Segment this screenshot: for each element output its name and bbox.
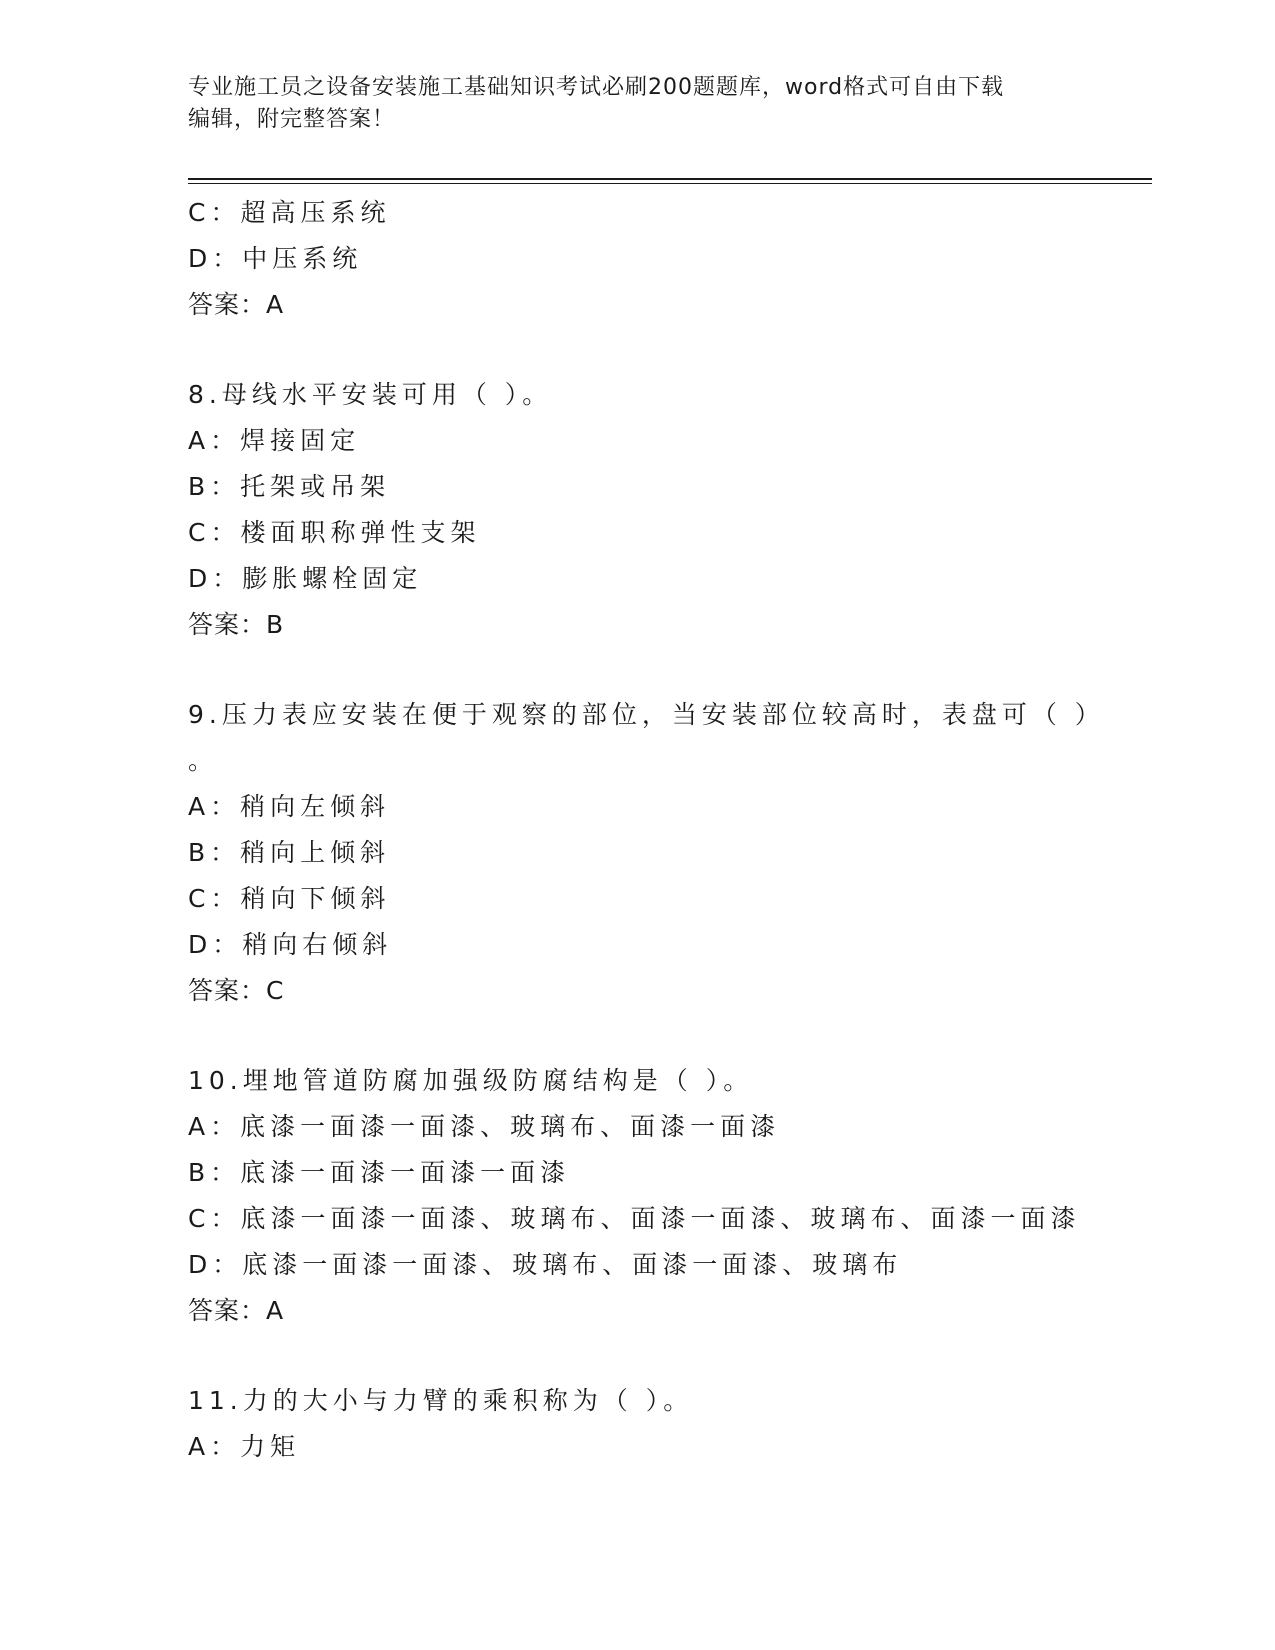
header-title-line1: 专业施工员之设备安装施工基础知识考试必刷200题题库，word格式可自由下载 — [188, 75, 1005, 100]
q10-option-b: B：底漆一面漆一面漆一面漆 — [188, 1158, 571, 1187]
question-7 — [188, 190, 1088, 328]
q10-option-d: D：底漆一面漆一面漆、玻璃布、面漆一面漆、玻璃布 — [188, 1250, 903, 1279]
q8-stem: 8.母线水平安装可用（ ）。 — [188, 380, 553, 409]
q10-option-a: A：底漆一面漆一面漆、玻璃布、面漆一面漆 — [188, 1112, 781, 1141]
q8-option-c: C：楼面职称弹性支架 — [188, 518, 481, 547]
q9-answer: 答案：C — [188, 976, 285, 1005]
question-gap — [188, 328, 1088, 372]
q8-option-a: A：焊接固定 — [188, 426, 361, 455]
q8-answer: 答案：B — [188, 610, 285, 639]
q9-option-c: C：稍向下倾斜 — [188, 884, 391, 913]
question-gap — [188, 1334, 1088, 1378]
question-9 — [188, 692, 1105, 1014]
question-10 — [188, 1058, 1088, 1334]
q7-option-c: C：超高压系统 — [188, 198, 391, 227]
q7-answer: 答案：A — [188, 290, 285, 319]
header-title-line2: 编辑，附完整答案！ — [188, 107, 396, 132]
q9-option-a: A：稍向左倾斜 — [188, 792, 391, 821]
q11-option-a: A：力矩 — [188, 1432, 301, 1461]
q10-option-c: C：底漆一面漆一面漆、玻璃布、面漆一面漆、玻璃布、面漆一面漆 — [188, 1204, 1081, 1233]
q11-stem: 11.力的大小与力臂的乘积称为（ ）。 — [188, 1386, 694, 1415]
question-11 — [188, 1378, 1088, 1470]
q8-option-b: B：托架或吊架 — [188, 472, 391, 501]
q10-answer: 答案：A — [188, 1296, 285, 1325]
header-rule-thick — [188, 178, 1152, 180]
q9-stem: 9.压力表应安装在便于观察的部位，当安装部位较高时，表盘可（ ） — [188, 700, 1105, 729]
q9-stem-continuation: 。 — [188, 746, 214, 775]
question-8 — [188, 372, 1088, 648]
header-rule-thin — [188, 183, 1152, 184]
question-gap — [188, 648, 1088, 692]
q9-option-d: D：稍向右倾斜 — [188, 930, 393, 959]
q9-option-b: B：稍向上倾斜 — [188, 838, 391, 867]
document-header — [188, 72, 1088, 136]
q8-option-d: D：膨胀螺栓固定 — [188, 564, 423, 593]
q7-option-d: D：中压系统 — [188, 244, 363, 273]
question-list — [188, 190, 1105, 1470]
question-gap — [188, 1014, 1088, 1058]
q10-stem: 10.埋地管道防腐加强级防腐结构是（ ）。 — [188, 1066, 754, 1095]
